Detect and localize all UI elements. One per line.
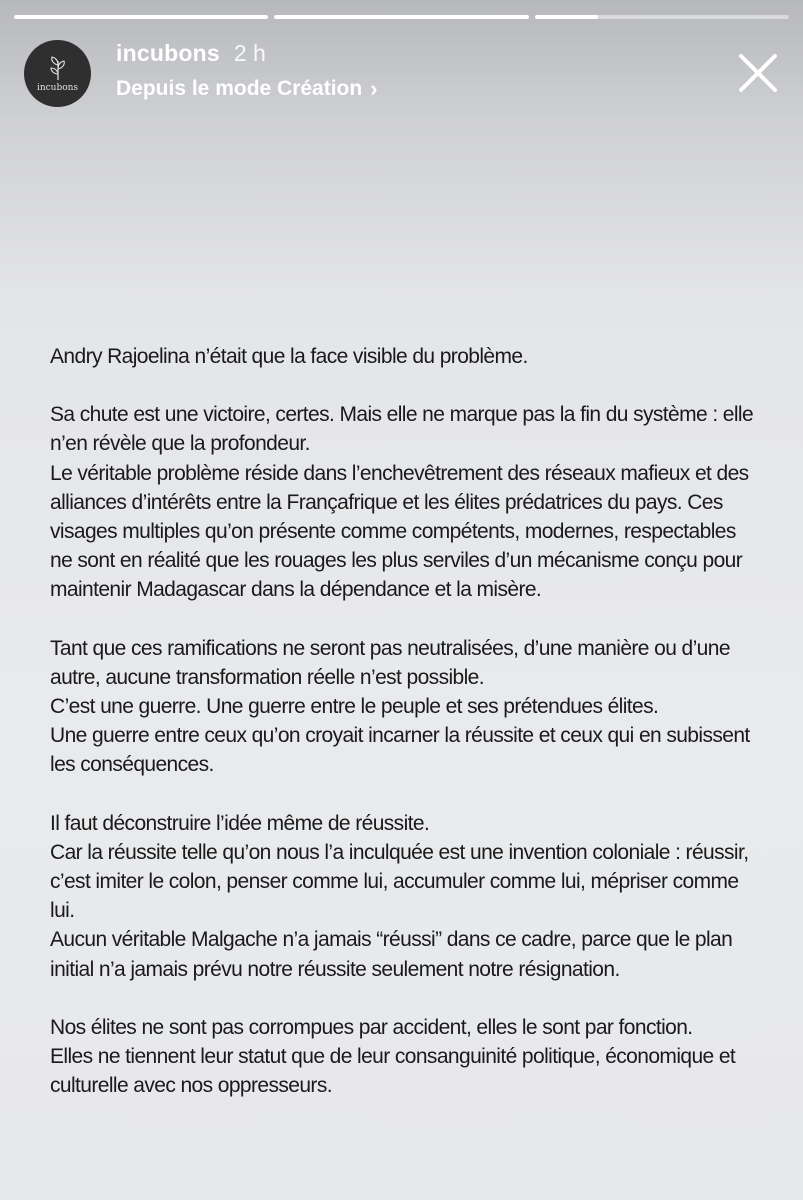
paragraph-4-line-6: initial n’a jamais prévu notre réussite seulement notre résignation. [50,957,620,981]
post-time: 2 h [233,40,266,66]
progress-segment-2 [274,15,528,19]
user-line [116,40,266,67]
paragraph-2-line-5: visages multiples qu’on présente comme compétents, modernes, respectables [50,520,736,544]
close-button[interactable] [735,50,781,96]
paragraph-4-line-4: lui. [50,899,75,923]
paragraph-3-line-3: C’est une guerre. Une guerre entre le peuple et ses prétendues élites. [50,695,659,719]
close-icon [735,50,781,96]
avatar[interactable] [24,40,91,107]
progress-segment-3-fill [535,15,599,19]
paragraph-2-line-2: n’en révèle que la profondeur. [50,432,310,456]
paragraph-3-line-5: les conséquences. [50,753,214,777]
paragraph-gap [50,371,770,400]
paragraph-5-line-1: Nos élites ne sont pas corrompues par accident, elles le sont par fonction. [50,1015,693,1039]
paragraph-4-line-1: Il faut déconstruire l’idée même de réussite. [50,811,430,835]
paragraph-2-line-1: Sa chute est une victoire, certes. Mais elle ne marque pas la fin du système : elle [50,403,754,427]
paragraph-4-line-2: Car la réussite telle qu’on nous l’a inculquée est une invention coloniale : réussir, [50,840,749,864]
story-text [50,342,770,1100]
paragraph-5-line-3: culturelle avec nos oppresseurs. [50,1074,332,1098]
source-label: Depuis le mode Création [116,77,363,100]
paragraph-2-line-3: Le véritable problème réside dans l’enchevêtrement des réseaux mafieux et des [50,461,749,485]
paragraph-3-line-2: autre, aucune transformation réelle n’est possible. [50,665,484,689]
source-link[interactable] [116,76,378,102]
paragraph-2-line-6: ne sont en réalité que les rouages les plus serviles d’un mécanisme conçu pour [50,549,743,573]
plant-logo-icon [46,55,70,81]
paragraph-3-line-1: Tant que ces ramifications ne seront pas neutralisées, d’une manière ou d’une [50,636,730,660]
paragraph-5-line-2: Elles ne tiennent leur statut que de leur consanguinité politique, économique et [50,1045,736,1069]
paragraph-2-line-4: alliances d’intérêts entre la Françafrique et les élites prédatrices du pays. Ces [50,490,723,514]
paragraph-gap [50,780,770,809]
progress-segment-1-fill [14,15,268,19]
avatar-label: incubons [36,82,79,93]
story-progress-bar [14,15,789,19]
username[interactable]: incubons [116,40,220,66]
progress-segment-1 [14,15,268,19]
paragraph-1: Andry Rajoelina n’était que la face visible du problème. [50,345,528,368]
paragraph-4-line-5: Aucun véritable Malgache n’a jamais “réussi” dans ce cadre, parce que le plan [50,928,733,952]
paragraph-gap [50,984,770,1013]
progress-segment-3 [535,15,789,19]
chevron-right-icon: › [370,76,378,101]
paragraph-2-line-7: maintenir Madagascar dans la dépendance et la misère. [50,578,542,602]
paragraph-4-line-3: c’est imiter le colon, penser comme lui, accumuler comme lui, mépriser comme [50,870,739,894]
story-header [24,38,785,108]
progress-segment-2-fill [274,15,528,19]
paragraph-3-line-4: Une guerre entre ceux qu’on croyait incarner la réussite et ceux qui en subissent [50,724,750,748]
paragraph-gap [50,605,770,634]
